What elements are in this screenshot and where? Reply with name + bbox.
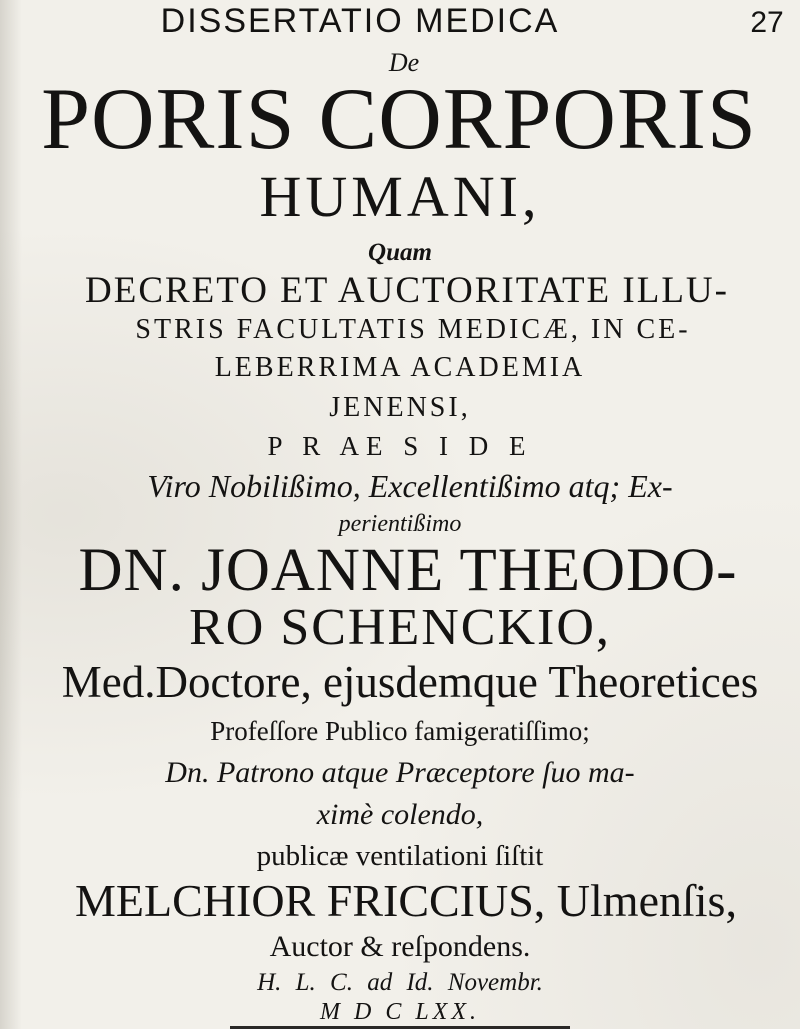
praeside-line: P R AE S I D E bbox=[267, 431, 533, 461]
title-preposition: De bbox=[388, 48, 420, 77]
publicae-line: publicæ ventilationi ſiſtit bbox=[256, 840, 544, 872]
page-number: 27 bbox=[750, 6, 784, 39]
quam-word: Quam bbox=[368, 239, 432, 266]
patrono-line: Dn. Patrono atque Præceptore ſuo ma- bbox=[165, 756, 635, 789]
main-title-line-2: HUMANI, bbox=[259, 164, 541, 229]
xime-line: ximè colendo, bbox=[316, 798, 484, 831]
praeses-name-line-1: DN. JOANNE THEODO- bbox=[78, 537, 738, 604]
author-name: MELCHIOR FRICCIUS, Ulmenſis, bbox=[75, 875, 737, 926]
auctor-line: Auctor & reſpondens. bbox=[269, 930, 531, 963]
praeses-name-line-2: RO SCHENCKIO, bbox=[189, 599, 611, 656]
viro-line: Viro Nobilißimo, Excellentißimo atq; Ex- bbox=[147, 468, 673, 504]
facultas-line: STRIS FACULTATIS MEDICÆ, IN CE- bbox=[135, 314, 691, 345]
running-head: DISSERTATIO MEDICA bbox=[160, 2, 560, 40]
decreto-line: DECRETO ET AUCTORITATE ILLU- bbox=[85, 270, 729, 311]
main-title-line-1: PORIS CORPORIS bbox=[41, 71, 757, 168]
academia-line: LEBERRIMA ACADEMIA bbox=[214, 352, 586, 383]
date-line: H. L. C. ad Id. Novembr. bbox=[257, 969, 543, 996]
jenensi-line: JENENSI, bbox=[329, 392, 471, 423]
perienti-line: perientißimo bbox=[338, 511, 462, 537]
med-doctore-line: Med.Doctore, ejusdemque Theoretices bbox=[61, 657, 759, 707]
year-line: M D C LXX. bbox=[320, 999, 480, 1025]
professore-line: Profeſſore Publico famigeratiſſimo; bbox=[210, 716, 590, 746]
